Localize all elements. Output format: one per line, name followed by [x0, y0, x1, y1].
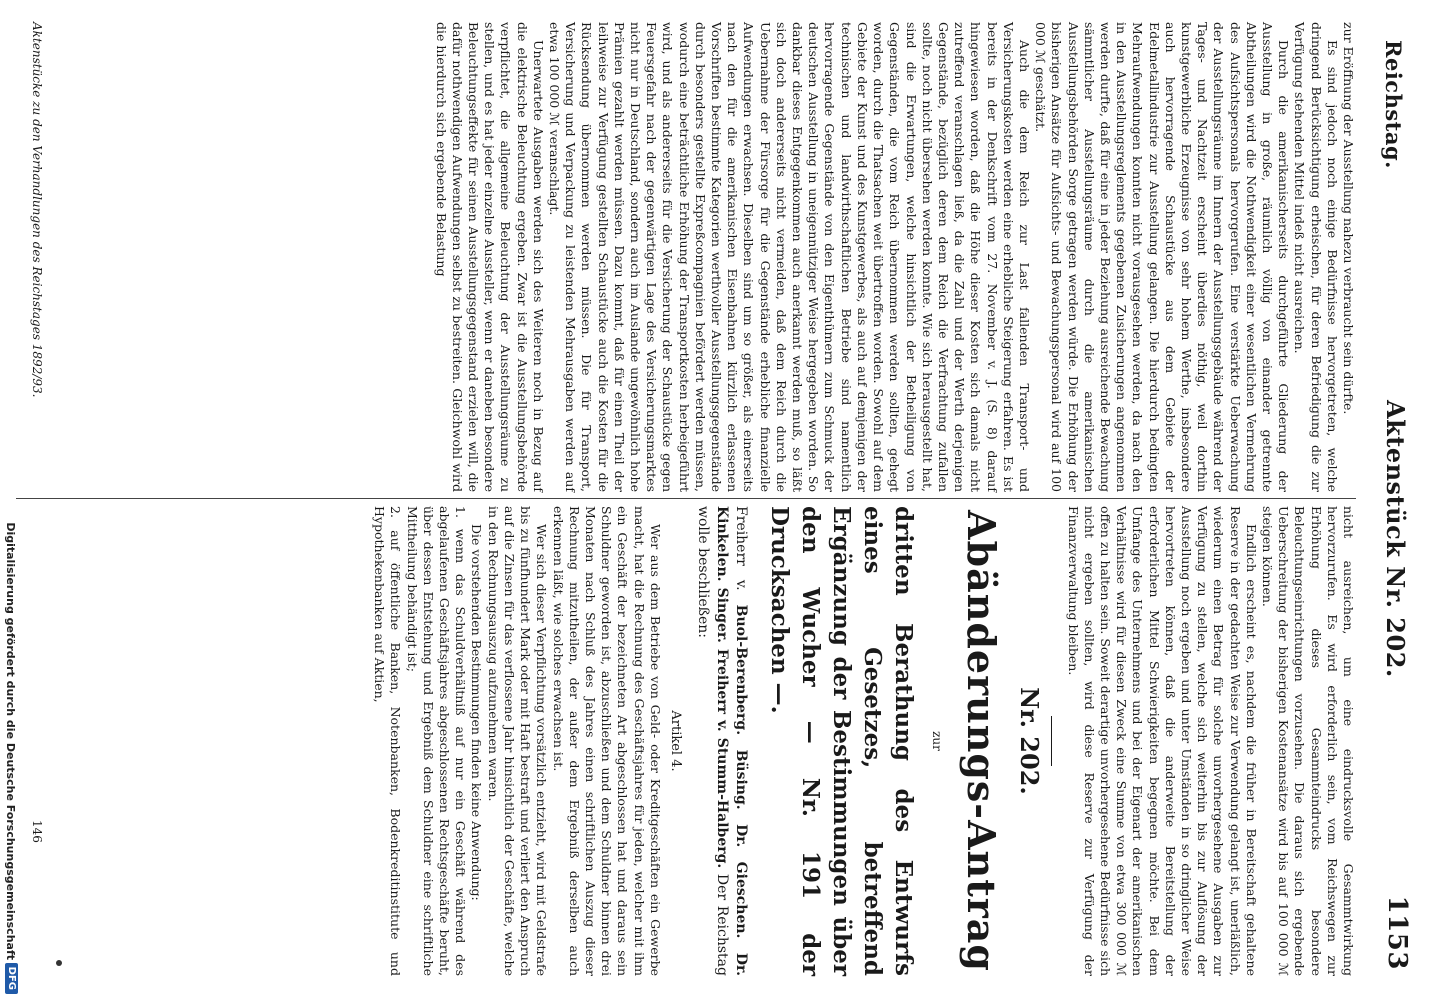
left-paragraph: Durch die amerikanischerseits durchgeführte Gliederung der Ausstellung in große, räumlich völlig von einander getrennte Abtheilungen wird die Nothwendigkeit einer wesentlichen Vermehrung des Aufsichtspersonals hervorgerufen. Eine verstärkte Ueberwachung der Ausstellungsräume im Innern der Ausstellungsgebäude während der Tages- und Nachtzeit erscheint überdies nöthig, weil dorthin kunstgewerbliche Erzeugnisse von sehr hohem Werthe, insbesondere auch hervorragende Schaustücke aus dem Gebiete der Edelmetallindustrie zur Ausstellung gelangen. Die hierdurch bedingten Mehraufwendungen konnten nicht vorausgesehen werden, da nach den in den Ausstellungsreglements gegebenen Zusicherungen angenommen werden durfte, daß für eine in jeder Beziehung ausreichende Bewachung sämmtlicher Ausstellungsräume durch die amerikanischen Ausstellungsbehörden Sorge getragen werden würde. Die Erhöhung der bisherigen Ansätze für Aufsichts- und Bewachungspersonal wird auf 100 000 ℳ geschätzt.: [1033, 22, 1292, 492]
digitization-note: [0, 0, 20, 1000]
footnote: Aktenstücke zu den Verhandlungen des Reichstages 1892/93.: [30, 22, 44, 398]
digitization-text: Digitalisierung gefördert durch die Deutsche Forschungsgemeinschaft: [4, 522, 17, 960]
movers-suffix: Der Reichstag wolle beschließen:: [694, 506, 730, 976]
marginal-number: 146: [30, 820, 44, 843]
article-list-item: 2. auf öffentliche Banken, Notenbanken, Bodenkreditinstitute und Hypothekenbanken auf Aktien,: [372, 506, 404, 976]
left-paragraph: Unerwartete Ausgaben werden sich des Weiteren noch in Bezug auf die elektrische Beleuchtung ergeben. Zwar ist die Ausstellungsbehörde verpflichtet, die allgemeine Beleuchtung der Ausstellungsräume zu stellen, und es hat jeder einzelne Aussteller, wenn er daneben besondere Beleuchtungseffekte für seinen Ausstellungsgegenstand erzielen will, die dafür nothwendigen Aufwendungen selbst zu bestreiten. Gleichwohl wird die hierdurch sich ergebende Belastung: [433, 22, 546, 492]
zur-label: zur: [930, 731, 945, 751]
section-rule: [1051, 716, 1052, 766]
ink-dot: [56, 960, 62, 966]
left-paragraph: Es sind jedoch noch einige Bedürfnisse hervorgetreten, welche dringend Berücksichtigung erheischen, für deren Befriedigung die zur Verfügung stehenden Mittel indeß nicht ausreichen.: [1292, 22, 1340, 492]
page-header: [1374, 40, 1414, 970]
movers-line: [693, 506, 750, 976]
column-divider: [16, 498, 1356, 499]
left-paragraph: Auch die dem Reich zur Last fallenden Transport- und Versicherungskosten werden eine erhebliche Steigerung erfahren. Es ist bereits in der Denkschrift vom 27. November v. J. (S. 8) darauf hingewiesen worden, daß die Höhe dieser Kosten sich damals nicht zutreffend veranschlagen ließ, da die Zahl und der Werth derjenigen Gegenstände, bezüglich deren dem Reich die Verfrachtung zufallen sollte, noch nicht übersehen werden konnte. Wie sich herausgestellt hat, sind die Erwartungen, welche hinsichtlich der Betheiligung von Gegenständen, die vom Reich übernommen werden sollten, gehegt worden, durch die Thatsachen weit übertroffen worden. Sowohl auf dem Gebiete der Kunst und des Kunstgewerbes, als auch auf demjenigen der technischen und landwirthschaftlichen Betriebe sind namentlich hervorragende Gegenstände von den Eigenthümern zum Schmuck der deutschen Ausstellung in uneigennütziger Weise hergegeben worden. So dankbar dieses Entgegenkommen auch anerkannt werden muß, so läßt sich doch andererseits nicht vermeiden, daß dem Reich durch die Uebernahme der Fürsorge für die Gegenstände erhebliche finanzielle Aufwendungen erwachsen. Dieselben sind um so größer, als einerseits nach den für die amerikanischen Eisenbahnen kürzlich erlassenen Vorschriften bestimmte Kategorien werthvoller Ausstellungsgegenstände durch besonders gestellte Expreßcompagnien befördert werden müssen, wodurch eine beträchtliche Erhöhung der Transportkosten herbeigeführt wird, und als andererseits für die Versicherung der Schaustücke gegen Feuersgefahr nach der gegenwärtigen Lage des Versicherungsmarktes nicht nur in Deutschland, sondern auch im Auslande ungewöhnlich hohe Prämien gezahlt werden müssen. Dazu kommt, daß für einen Theil der leihweise zur Verfügung gestellten Schaustücke auch die Kosten für die Rücksendung übernommen werden müssen. Die für Transport, Versicherung und Verpackung zu leistenden Mehrausgaben werden auf etwa 100 000 ℳ veranschlagt.: [547, 22, 1032, 492]
article-paragraph: Die vorstehenden Bestimmungen finden keine Anwendung:: [469, 524, 485, 901]
bill-title: dritten Berathung des Entwurfs eines Gesetzes, betreffend Ergänzung der Bestimmungen über den Wucher — Nr. 191 der Drucksachen —.: [765, 506, 917, 976]
article-paragraph: Wer aus dem Betriebe von Geld- oder Kreditgeschäften ein Gewerbe macht, hat die Rechnung des Geschäftsjahres für jeden, welcher mit ihm ein Geschäft der bezeichneten Art abgeschlossen hat und daraus sein Schuldner geworden ist, abzuschließen und dem Schuldner binnen drei Monaten nach Schluß des Jahres einen schriftlichen Auszug dieser Rechnung mitzutheilen, der außer dem Ergebniß derselben auch erkennen läßt, wie solches erwachsen ist.: [550, 506, 663, 976]
document-number-heading: Nr. 202.: [1015, 687, 1045, 795]
movers-names: Buol-Berenberg. Büsing. Dr. Gieschen. Dr. Kinkelen. Singer. Freiherr v. Stumm-Halberg.: [713, 506, 749, 976]
article-paragraph: Wer sich dieser Verpflichtung vorsätzlich entzieht, wird mit Geldstrafe bis zu fünfhundert Mark oder mit Haft bestraft und verliert den Anspruch auf die Zinsen für das verflossene Jahr hinsichtlich der Geschäfte, welche in den Rechnungsauszug aufzunehmen waren.: [485, 506, 550, 976]
left-column: [432, 22, 1356, 492]
dfg-logo: DFG: [5, 963, 18, 994]
right-paragraph: Endlich erscheint es, nachdem die früher in Bereitschaft gehaltene Reserve in der gedachten Weise zur Verwendung gelangt ist, unerläßlich, wiederum einen Betrag für solche unvorhergesehene Ausgaben zur Verfügung zu stellen, welche sich weiterhin bis zur Auflösung der Ausstellung noch ergeben und unter Umständen in so dringlicher Weise hervortreten können, daß die anderweite Bereitstellung der erforderlichen Mittel Schwierigkeiten begegnen möchte. Bei dem Umfange des Unternehmens und bei der Eigenart der amerikanischen Verhältnisse wird für diesen Zweck eine Summe von etwa 300 000 ℳ offen zu halten sein. Soweit derartige unvorhergesehene Bedürfnisse sich nicht ergeben sollten, wird diese Reserve zur Verfügung der Finanzverwaltung bleiben.: [1065, 506, 1259, 976]
left-paragraph: zur Eröffnung der Ausstellung nahezu verbraucht sein dürfte.: [1341, 22, 1356, 415]
article-list-item: 1. wenn das Schuldverhältniß auf nur ein Geschäft während des abgelaufenen Geschäftsjahres abgeschlossenen Rechtsgeschäfte beruht, über dessen Entstehung und Ergebniß dem Schuldner eine schriftliche Mittheilung behändigt ist;: [404, 506, 469, 976]
movers-prefix: Freiherr v.: [732, 506, 749, 605]
header-center-title: Aktenstück Nr. 202.: [1381, 400, 1410, 678]
right-column: [371, 506, 1356, 976]
right-paragraph: nicht ausreichen, um eine eindrucksvolle Gesammtwirkung hervorzurufen. Es wird erforderlich sein, vom Reichswegen zur Erhöhung dieses Gesammteindrucks besondere Beleuchtungseinrichtungen vorzusehen. Die daraus sich ergebende Ueberschreitung der bisherigen Kostenansätze wird bis auf 100 000 ℳ steigen können.: [1259, 506, 1356, 976]
article-heading: Artikel 4.: [667, 710, 683, 772]
page-number: 1153: [1382, 895, 1412, 970]
amendment-heading: Abänderungs-Antrag: [959, 510, 1005, 972]
header-left-title: Reichstag.: [1381, 40, 1406, 169]
